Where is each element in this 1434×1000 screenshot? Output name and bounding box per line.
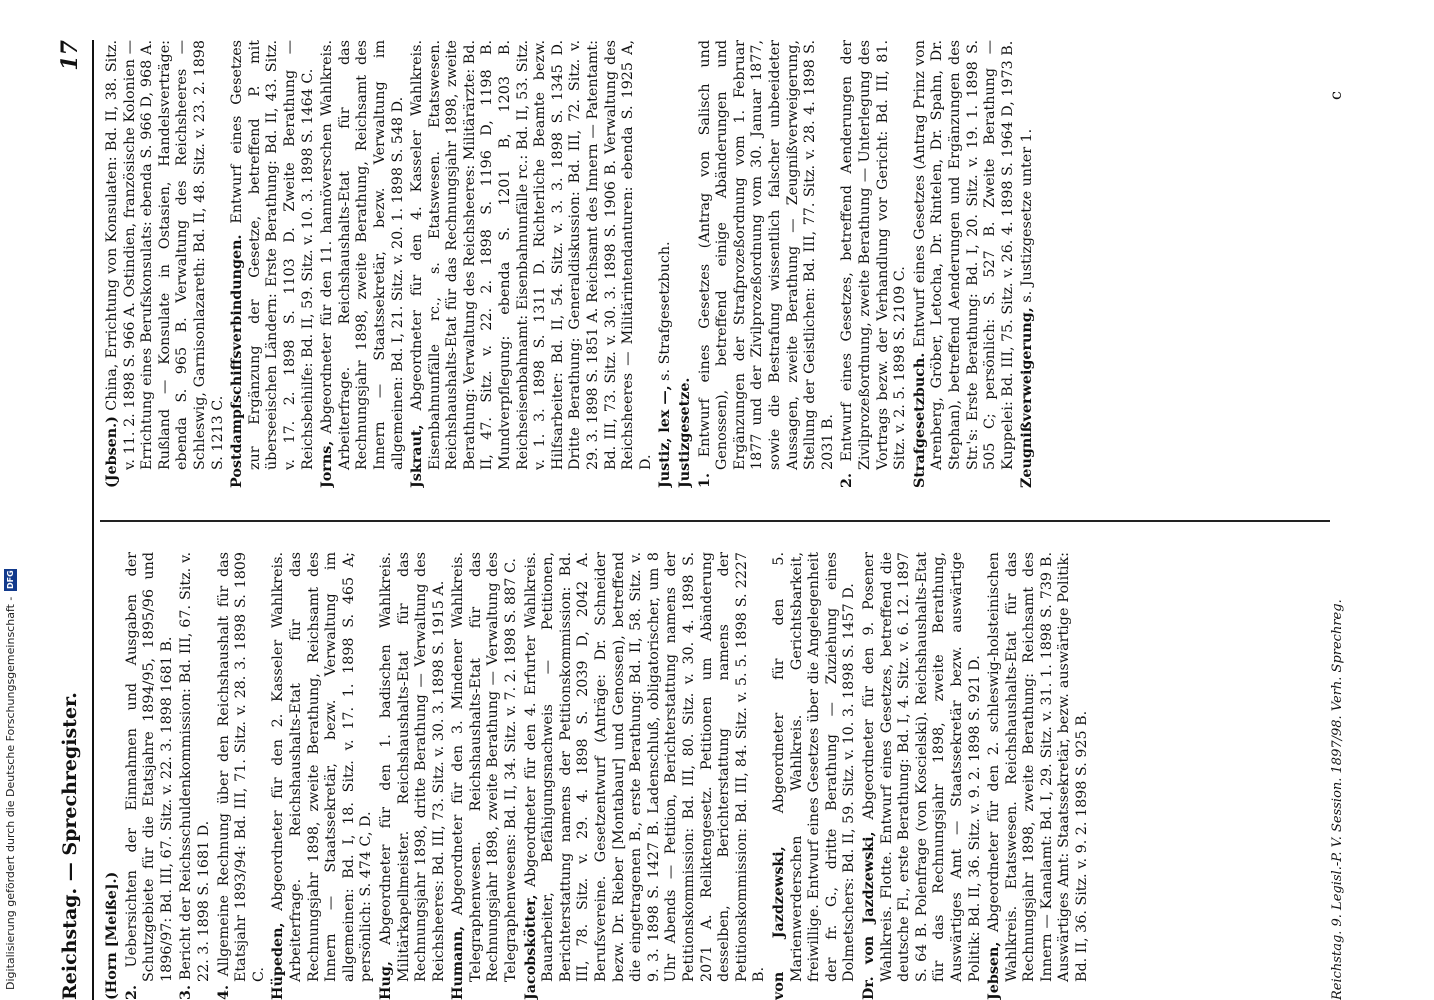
register-entry: [216, 552, 269, 1000]
header-rule: [92, 40, 94, 1000]
entry-text: Abgeordneter für den 3. Mindener Wahlkreis. Telegraphenwesen. Reichshaushalts-Etat für das Rechnungsjahr 1898, zweite Berathung — Verwaltung des Telegraphenwesens: Bd. II, 34. Sitz. v. 7. 2. 1898 S. 887 C.: [450, 552, 520, 982]
register-entry: [861, 552, 984, 1000]
page-header: [50, 40, 90, 1000]
entry-head: Zeugnißverweigerung,: [1019, 307, 1036, 488]
right-column: [104, 40, 1324, 488]
entry-head: 4.: [215, 985, 232, 1000]
footer-left: Reichstag. 9. Legisl.-P. V. Session. 1897/98. Verh. Sprechreg.: [1330, 599, 1345, 1000]
entry-head: Justiz, lex —,: [657, 385, 674, 488]
register-entry: [657, 40, 675, 488]
entry-head: Jebsen,: [986, 941, 1003, 1000]
entry-head: von Jazdzewski,: [770, 846, 787, 1000]
dfg-logo-icon: DFG: [6, 570, 15, 589]
register-entry: [1019, 40, 1037, 488]
entry-head: Justizgesetze.: [677, 377, 693, 488]
register-entry: [409, 40, 655, 488]
entry-text: Entwurf eines Gesetzes (Antrag Prinz von Arenberg, Gröber, Letocha, Dr. Rintelen, Dr. Spahn, Dr. Stephan), betreffend Aenderungen und Ergänzungen des Str.'s: Erste Berathung: Bd. I, 20. Sitz. v. 19. 1. 1898 S. 505 C; persönlich: S. 527 B. Zweite Berathung — Kuppelei: Bd. III, 75. Sitz. v. 26. 4. 1898 S. 1964 D, 1973 B.: [911, 40, 1016, 470]
register-entry: [124, 552, 177, 1000]
register-entry: [229, 40, 317, 488]
entry-head: 2.: [123, 985, 140, 1000]
register-entry: [319, 40, 407, 488]
footer-signature-mark: c: [1326, 91, 1345, 100]
entry-text: Abgeordneter für den 2. schleswig-holsteinischen Wahlkreis. Etatswesen. Reichshaushalts-Etat für das Rechnungsjahr 1898, zweite Berathung: Reichsamt des Innern — Kanalamt: Bd. I, 29. Sitz. v. 31. 1. 1898 S. 739 B. Auswärtiges Amt: Staatssekretär, bezw. auswärtige Politik: Bd. II, 36. Sitz. v. 9. 2. 1898 S. 925 B.: [986, 552, 1091, 982]
entry-text: s. Strafgesetzbuch.: [657, 241, 674, 381]
entry-head: (Jebsen.): [104, 416, 120, 488]
entry-text: Abgeordneter für den 4. Erfurter Wahlkreis. Bauarbeiter, Befähigungsnachweis — Petitionen, Berichterstattung namens der Petitionskommission: Bd. III, 78. Sitz. v. 29. 4. 1898 S. 2039 D, 2042 A. Berufsvereine. Gesetzentwurf (Anträge: Dr. Schneider bezw. Dr. Rieber [Montabaur] und Genossen), betreffend die eingetragenen B., erste Berathung: Bd. II, 58. Sitz. v. 9. 3. 1898 S. 1427 B. Ladenschluß, obligatorischer, um 8 Uhr Abends — Petition, Berichterstattung namens der Petitionskommission: Bd. III, 80. Sitz. v. 30. 4. 1898 S. 2071 A. Reliktengesetz. Petitionen um Abänderung desselben, Berichterstattung namens der Petitionskommission: Bd. III, 84. Sitz. v. 5. 5. 1898 S. 2227 B.: [522, 552, 768, 982]
register-entry: [270, 552, 376, 1000]
entry-head: 1.: [696, 473, 713, 488]
entry-text: s. Justizgesetze unter 1.: [1019, 128, 1036, 303]
entry-text: Entwurf eines Gesetzes zur Ergänzung der Gesetze, betreffend P. mit überseeischen Ländern: Erste Berathung: Bd. II, 43. Sitz. v. 17. 2. 1898 S. 1103 D. Zweite Berathung — Reichsbeihilfe: Bd. II, 59. Sitz. v. 10. 3. 1898 S. 1464 C.: [229, 40, 316, 470]
column-divider: [100, 520, 1330, 522]
register-entry: [104, 552, 122, 1000]
register-entry: [450, 552, 520, 1000]
entry-text: Uebersichten der Einnahmen und Ausgaben der Schutzgebiete für die Etatsjahre 1894/95, 1895/96 und 1896/97: Bd. III, 67. Sitz. v. 22. 3. 1898 1681 B.: [123, 552, 175, 982]
register-entry: [104, 40, 227, 488]
entry-text: Entwurf eines Gesetzes (Antrag von Salisch und Genossen), betreffend einige Abänderungen und Ergänzungen der Strafprozeßordnung vom 1. Februar 1877 und der Zivilprozeßordnung vom 30. Januar 1877, sowie die Bestrafung wissentlich falscher unbeeideter Aussagen, zweite Berathung — Zeugnißverweigerung, Stellung der Geistlichen: Bd. III, 77. Sitz. v. 28. 4. 1898 S. 2031 B.: [696, 40, 836, 470]
entry-text: Abgeordneter für den 11. hannöverschen Wahlkreis. Arbeiterfrage. Reichshaushalts-Etat für das Rechnungsjahr 1898, zweite Berathung, Reichsamt des Innern — Staatssekretär, bezw. Verwaltung im allgemeinen: Bd. I, 21. Sitz. v. 20. 1. 1898 S. 548 D.: [319, 40, 406, 470]
left-column: [104, 552, 1324, 1000]
entry-head: Dr. von Jazdzewski,: [860, 831, 877, 1000]
entry-head: Jorns,: [319, 440, 336, 488]
register-entry: [986, 552, 1092, 1000]
entry-text: Entwurf eines Gesetzes, betreffend Aenderungen der Zivilprozeßordnung, zweite Berathung — Unterlegung des Vortrags bezw. der Verhandlung vor Gericht: Bd. III, 81. Sitz. v. 2. 5. 1898 S. 2109 C.: [839, 40, 909, 470]
entry-text: Abgeordneter für den 2. Kasseler Wahlkreis. Arbeiterfrage. Reichshaushalts-Etat für das Rechnungsjahr 1898, zweite Berathung, Reichsamt des Innern — Staatssekretär, bezw. Verwaltung im allgemeinen: Bd. I, 18. Sitz. v. 17. 1. 1898 S. 465 A; persönlich: S. 474 C, D.: [270, 552, 375, 982]
entry-head: Jacobskötter,: [522, 894, 539, 1000]
entry-text: Abgeordneter für den 9. Posener Wahlkreis. Flotte. Entwurf eines Gesetzes, betreffend die deutsche Fl., erste Berathung: Bd. I, 4. Sitz. v. 6. 12. 1897 S. 64 B. Polenfrage (von Koscielski). Reichshaushalts-Etat für das Rechnungsjahr 1898, zweite Berathung, Auswärtiges Amt — Staatssekretär bezw. auswärtige Politik: Bd. II, 36. Sitz. v. 9. 2. 1898 S. 921 D.: [860, 552, 983, 982]
register-entry: [697, 40, 838, 488]
register-entry: [912, 40, 1018, 488]
entry-text: Abgeordneter für den 5. Marienwerderschen Wahlkreis. Gerichtsbarkeit, freiwillige. Entwurf eines Gesetzes über die Angelegenheit der fr. G., dritte Berathung — Zuziehung eines Dolmetschers: Bd. II, 59. Sitz. v. 10. 3. 1898 S. 1457 D.: [770, 552, 858, 982]
entry-head: 2.: [839, 473, 856, 488]
register-entry: [771, 552, 859, 1000]
digitization-text: Digitalisierung gefördert durch die Deutsche Forschungsgemeinschaft -: [4, 596, 17, 990]
entry-head: (Horn [Meiße].): [104, 871, 120, 1000]
page-title: Reichstag. — Sprechregister.: [59, 692, 81, 1000]
register-entry: [378, 552, 448, 1000]
register-page: [50, 40, 1350, 1000]
entry-text: Abgeordneter für den 4. Kasseler Wahlkreis. Eisenbahnunfälle rc., s. Etatswesen. Etatswesen. Reichshaushalts-Etat für das Rechnungsjahr 1898, zweite Berathung: Verwaltung des Reichsheeres: Militärärzte: Bd. II, 47. Sitz. v. 22. 2. 1898 S. 1196 D, 1198 B. Mundverpflegung: ebenda S. 1201 B, 1203 B. Reichseisenbahnamt: Eisenbahnunfälle rc.: Bd. II, 53. Sitz. v. 1. 3. 1898 S. 1311 D. Richterliche Beamte bezw. Hilfsarbeiter: Bd. II, 54. Sitz. v. 3. 3. 1898 S. 1345 D. Dritte Berathung: Generaldiskussion: Bd. III, 72. Sitz. v. 29. 3. 1898 S. 1851 A. Reichsamt des Innern — Patentamt: Bd. III, 73. Sitz. v. 30. 3. 1898 S. 1906 B. Verwaltung des Reichsheeres — Militärintendanturen: ebenda S. 1925 A, D.: [409, 40, 654, 470]
entry-text: Bericht der Reichsschuldenkommission: Bd. III, 67. Sitz. v. 22. 3. 1898 S. 1681 D.: [178, 552, 212, 982]
entry-head: Jskraut,: [409, 424, 426, 488]
register-entry: [677, 40, 695, 488]
entry-head: Humann,: [450, 925, 467, 1000]
page-number: 17: [57, 40, 83, 71]
digitization-note: [4, 0, 17, 990]
entry-text: Abgeordneter für den 1. badischen Wahlkreis. Militärkapellmeister. Reichshaushalts-Etat für das Rechnungsjahr 1898, dritte Berathung — Verwaltung des Reichsheeres: Bd. III, 73. Sitz. v. 30. 3. 1898 S. 1915 A.: [377, 552, 447, 982]
entry-head: Hug,: [377, 961, 394, 1000]
entry-head: 3.: [178, 985, 195, 1000]
register-entry: [523, 552, 769, 1000]
entry-head: Hüpeden,: [270, 922, 287, 1000]
entry-head: Strafgesetzbuch.: [911, 352, 928, 488]
register-entry: [178, 552, 213, 1000]
entry-head: Postdampfschiffsverbindungen.: [229, 234, 246, 488]
entry-text: Allgemeine Rechnung über den Reichshaushalt für das Etatsjahr 1893/94: Bd. III, 71. Sitz. v. 28. 3. 1898 S. 1809 C.: [215, 552, 267, 982]
register-entry: [839, 40, 909, 488]
entry-text: China, Errichtung von Konsulaten: Bd. II, 38. Sitz. v. 11. 2. 1898 S. 966 A. Ostindien, französische Kolonien — Errichtung eines Berufskonsulats: ebenda S. 966 D, 968 A. Rußland — Konsulate in Ostasien, Handelsverträge: ebenda S. 965 B. Verwaltung des Reichsheeres — Schleswig, Garnisonlazareth: Bd. II, 48. Sitz. v. 23. 2. 1898 S. 1213 C.: [104, 40, 226, 470]
